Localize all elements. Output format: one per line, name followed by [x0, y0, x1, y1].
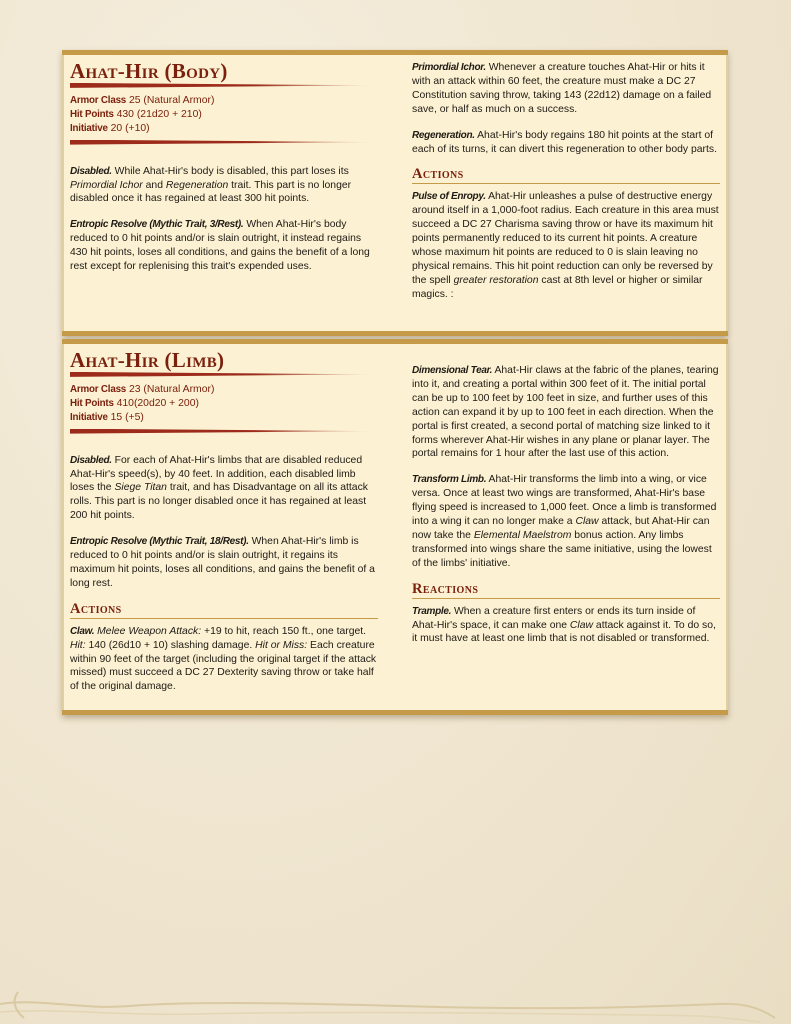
limb-transform-action	[412, 473, 720, 570]
trait-text: trait, and has Disadvantage on all its attack rolls. This part is no longer disabled once it has regained at least 200 hit points.	[70, 482, 368, 522]
action-title: Claw.	[70, 625, 95, 637]
limb-disabled-trait	[70, 454, 378, 524]
body-right-column	[412, 61, 720, 302]
attack-type: Melee Weapon Attack:	[97, 625, 202, 637]
attack-ref: Claw	[569, 619, 594, 631]
limb-entropic-trait	[70, 535, 378, 591]
body-regeneration-trait	[412, 129, 720, 157]
stat-block-limb	[62, 339, 728, 715]
action-text: Ahat-Hir transforms the limb into a wing, or vice versa. Once at least two wings are transformed, Ahat-Hir's base flying speed is increased to 1,000 feet. Once a limb is transformed into a wing it can no longer make a	[412, 474, 717, 528]
initiative-label: Initiative	[70, 122, 108, 134]
initiative-value: 15 (+5)	[110, 411, 144, 423]
title-divider	[70, 372, 378, 377]
limb-trample-reaction	[412, 605, 720, 647]
trait-text: trait. This part is no longer disabled once it has regained at least 300 hit points.	[70, 179, 352, 205]
action-text: cast at 8th level or higher or similar magics. :	[412, 274, 703, 300]
limb-armor-class	[70, 383, 378, 397]
body-entropic-trait	[70, 218, 378, 274]
action-text: Each creature within 90 feet of the target (including the original target if the attack missed) must succeed a DC 27 Dexterity saving throw or take half of the original damage.	[70, 639, 377, 693]
stats-divider	[70, 140, 378, 145]
initiative-value: 20 (+10)	[110, 122, 150, 134]
body-hit-points	[70, 108, 378, 122]
trait-ref: Siege Titan	[114, 482, 167, 494]
trait-title: Entropic Resolve (Mythic Trait, 3/Rest).	[70, 219, 244, 231]
armor-class-label: Armor Class	[70, 383, 127, 395]
attack-ref: Claw	[575, 516, 599, 528]
initiative-label: Initiative	[70, 411, 108, 423]
trait-text: For each of Ahat-Hir's limbs that are disabled reduced Ahat-Hir's speed(s), by 40 feet. In addition, each disabled limb loses the	[70, 454, 363, 494]
title-divider	[70, 83, 378, 88]
trait-ref: Regeneration	[165, 179, 229, 191]
bonus-action-ref: Elemental Maelstrom	[473, 529, 572, 541]
hit-points-value: 430 (21d20 + 210)	[116, 108, 202, 120]
body-actions-heading: Actions	[412, 168, 720, 184]
trait-ref: Primordial Ichor	[70, 179, 143, 191]
stat-block-body	[62, 50, 728, 336]
action-title: Dimensional Tear.	[412, 365, 493, 376]
body-ichor-trait	[412, 61, 720, 117]
limb-claw-action	[70, 625, 378, 695]
action-text: bonus action. Any limbs transformed into wings share the same initiative, using the lowest of the limbs' initiative.	[412, 529, 712, 569]
action-text: +19 to hit, reach 150 ft., one target.	[204, 625, 367, 637]
trait-text: When Ahat-Hir's limb is reduced to 0 hit points and/or is slain outright, it regains its maximum hit points, loses all conditions, and gains the benefit of a long rest.	[70, 536, 375, 589]
action-title: Transform Limb.	[412, 474, 487, 486]
limb-actions-heading: Actions	[70, 603, 378, 619]
body-pulse-action	[412, 190, 720, 301]
action-text: Ahat-Hir unleashes a pulse of destructive energy around itself in a 1,000-foot radius. Each creature in this area must succeed a DC 27 Charisma saving throw or have its maximum hit points permanently reduced to its current hit points. A creature whose maximum hit points are reduced to 0 is slain leaving no physical remains. This hit point reduction can only be reversed by the spell	[412, 191, 719, 286]
footer-ornament	[0, 984, 791, 1024]
limb-left-column	[70, 350, 378, 694]
armor-class-label: Armor Class	[70, 94, 127, 106]
hit-points-label: Hit Points	[70, 108, 114, 120]
limb-hit-points	[70, 397, 378, 411]
hit-label: Hit:	[70, 639, 86, 651]
body-disabled-trait	[70, 165, 378, 207]
action-title: Pulse of Enropy.	[412, 191, 486, 203]
trait-title: Primordial Ichor.	[412, 62, 486, 73]
trait-text: While Ahat-Hir's body is disabled, this part loses its	[114, 165, 349, 177]
trait-text: Ahat-Hir's body regains 180 hit points at the start of each of its turns, it can divert this regeneration to other body parts.	[412, 129, 717, 155]
trait-title: Disabled.	[70, 165, 112, 177]
trait-title: Disabled.	[70, 454, 112, 466]
limb-tear-action	[412, 364, 720, 461]
hit-or-miss-label: Hit or Miss:	[255, 639, 308, 651]
limb-reactions-heading: Reactions	[412, 583, 720, 599]
trait-title: Regeneration.	[412, 129, 475, 141]
trait-text: and	[145, 179, 163, 191]
spell-ref: greater restoration	[453, 274, 539, 286]
body-initiative	[70, 122, 378, 136]
armor-class-value: 23 (Natural Armor)	[128, 383, 215, 395]
trait-title: Entropic Resolve (Mythic Trait, 18/Rest).	[70, 536, 249, 548]
action-text: 140 (26d10 + 10) slashing damage.	[88, 639, 253, 651]
trait-text: Whenever a creature touches Ahat-Hir or hits it with an attack within 60 feet, the creature must make a DC 27 Constitution saving throw, taking 143 (22d12) damage on a failed save, or half as much on a success.	[412, 62, 712, 115]
action-text: attack, but Ahat-Hir can now take the	[412, 516, 710, 541]
trait-text: When Ahat-Hir's body reduced to 0 hit points and/or is slain outright, it instead regains 430 hit points, loses all conditions, and gains the benefit of a long rest except for replenising this trait's expended uses.	[70, 219, 370, 273]
limb-right-column	[412, 350, 720, 646]
reaction-text: attack against it. To do so, it must have at least one limb that is not disabled or transformed.	[412, 619, 716, 645]
action-text: Ahat-Hir claws at the fabric of the planes, tearing into it, and creating a portal within 300 feet of it. The initial portal can be up to 100 feet by 100 feet in size, and further uses of this action can expand it by up to 100 feet in each direction. When the portal is first created, a second portal of matching size linked to it forms wherever Ahat-Hir wishes in any plane or planar layer. The portal remains for 1 hour after the last use of this action.	[412, 365, 719, 460]
limb-initiative	[70, 411, 378, 425]
hit-points-value: 410(20d20 + 200)	[116, 397, 199, 409]
armor-class-value: 25 (Natural Armor)	[128, 94, 215, 106]
hit-points-label: Hit Points	[70, 397, 114, 409]
body-armor-class	[70, 94, 378, 108]
limb-title: Ahat-Hir (Limb)	[70, 348, 225, 372]
body-left-column	[70, 61, 378, 286]
reaction-title: Trample.	[412, 605, 452, 617]
reaction-text: When a creature first enters or ends its turn inside of Ahat-Hir's space, it can make one	[412, 605, 696, 631]
body-title: Ahat-Hir (Body)	[70, 59, 228, 83]
stats-divider	[70, 429, 378, 434]
